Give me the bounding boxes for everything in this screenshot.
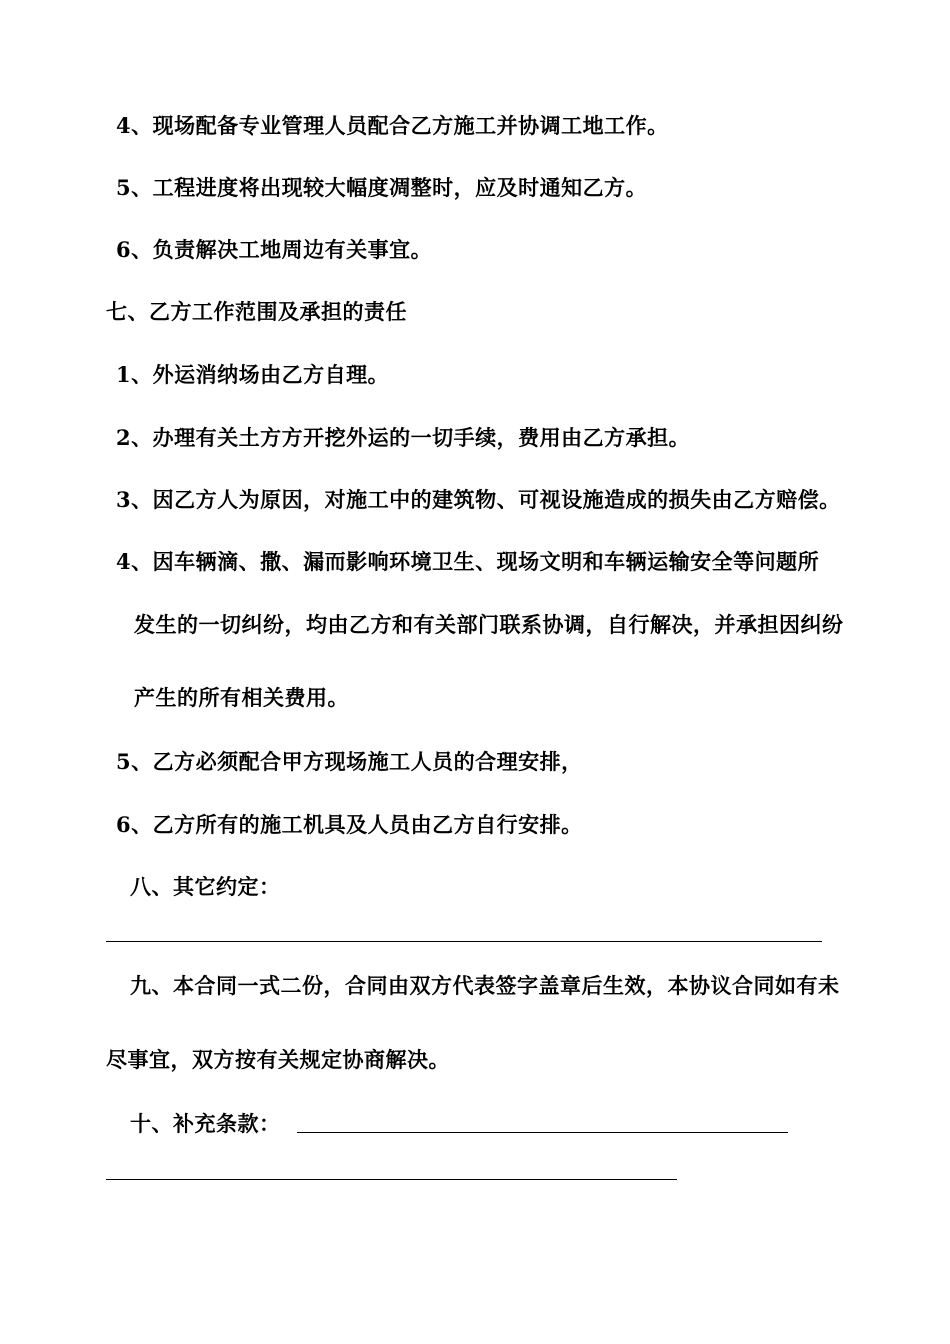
party-b-item-3: 3、因乙方人为原因，对施工中的建筑物、可视设施造成的损失由乙方赔偿。 xyxy=(116,487,841,512)
party-b-item-4-line-2: 发生的一切纠纷，均由乙方和有关部门联系协调，自行解决，并承担因纠纷 xyxy=(134,612,844,637)
party-a-item-6: 6、负责解决工地周边有关事宜。 xyxy=(116,237,433,262)
party-b-item-2: 2、办理有关土方方开挖外运的一切手续，费用由乙方承担。 xyxy=(116,425,691,450)
section-9-line-2: 尽事宜，双方按有关规定协商解决。 xyxy=(106,1047,450,1072)
party-b-item-6: 6、乙方所有的施工机具及人员由乙方自行安排。 xyxy=(116,812,583,837)
section-8-title: 八、其它约定： xyxy=(130,874,281,899)
section-8-blank-line xyxy=(106,941,822,942)
section-9-line-1: 九、本合同一式二份，合同由双方代表签字盖章后生效，本协议合同如有未 xyxy=(130,973,840,998)
party-a-item-4: 4、现场配备专业管理人员配合乙方施工并协调工地工作。 xyxy=(116,113,669,138)
section-10-title: 十、补充条款： xyxy=(130,1111,281,1136)
party-a-item-5: 5、工程进度将出现较大幅度凋整时，应及时通知乙方。 xyxy=(116,175,648,200)
section-10-blank-line-1 xyxy=(297,1132,788,1133)
section-7-title: 七、乙方工作范围及承担的责任 xyxy=(106,299,407,324)
section-10-blank-line-2 xyxy=(106,1179,677,1180)
party-b-item-1: 1、外运消纳场由乙方自理。 xyxy=(116,362,390,387)
party-b-item-5: 5、乙方必须配合甲方现场施工人员的合理安排， xyxy=(116,749,583,774)
party-b-item-4-line-3: 产生的所有相关费用。 xyxy=(134,685,349,710)
party-b-item-4-line-1: 4、因车辆滴、撒、漏而影响环境卫生、现场文明和车辆运输安全等问题所 xyxy=(116,549,820,574)
